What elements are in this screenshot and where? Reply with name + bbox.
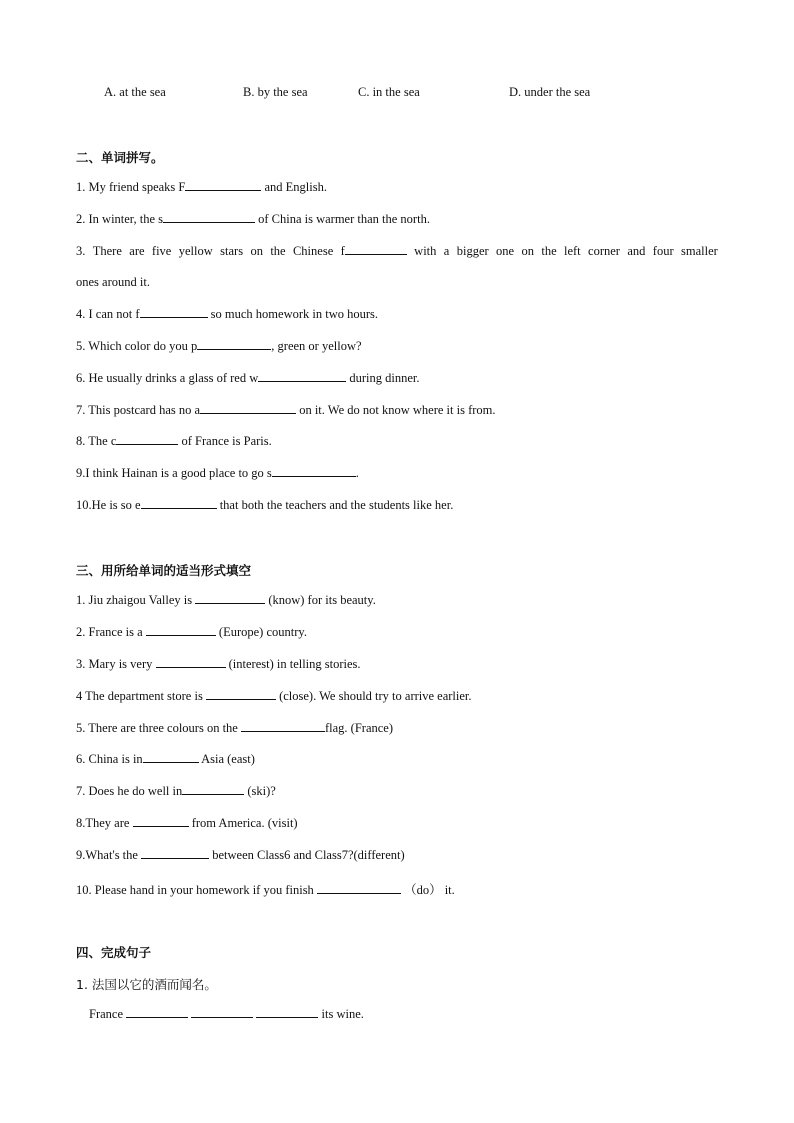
answer-blank[interactable]	[126, 1007, 188, 1018]
s2-question-3: 3. There are five yellow stars on the Chinese f with a bigger one on the left corner and four smaller	[76, 244, 718, 258]
s2-question-5: 5. Which color do you p , green or yellow?	[76, 339, 362, 353]
answer-blank[interactable]	[272, 466, 356, 477]
answer-blank[interactable]	[241, 721, 325, 732]
s2-question-10: 10.He is so e that both the teachers and the students like her.	[76, 498, 454, 512]
option-d: D. under the sea	[509, 85, 591, 99]
answer-blank[interactable]	[146, 625, 216, 636]
s2-question-4: 4. I can not f so much homework in two hours.	[76, 307, 379, 321]
answer-blank[interactable]	[133, 816, 189, 827]
answer-blank[interactable]	[206, 689, 276, 700]
s3-question-4: 4 The department store is (close). We should try to arrive earlier.	[76, 689, 472, 703]
answer-blank[interactable]	[141, 498, 217, 509]
section4-heading: 四、完成句子	[76, 945, 152, 960]
answer-blank[interactable]	[200, 403, 296, 414]
s3-question-1: 1. Jiu zhaigou Valley is (know) for its beauty.	[76, 593, 376, 607]
answer-blank[interactable]	[258, 371, 346, 382]
s2-question-6: 6. He usually drinks a glass of red w during dinner.	[76, 371, 420, 385]
option-a: A. at the sea	[104, 85, 166, 99]
option-b: B. by the sea	[243, 85, 308, 99]
s3-question-10: 10. Please hand in your homework if you finish （do） it.	[76, 883, 455, 897]
answer-blank[interactable]	[156, 657, 226, 668]
s3-question-8: 8.They are from America. (visit)	[76, 816, 298, 830]
answer-blank[interactable]	[140, 307, 208, 318]
answer-blank[interactable]	[197, 339, 271, 350]
s2-question-1: 1. My friend speaks F and English.	[76, 180, 327, 194]
s4-question-1-chinese: 1. 法国以它的酒而闻名。	[76, 977, 217, 992]
answer-blank[interactable]	[116, 434, 178, 445]
answer-blank[interactable]	[195, 593, 265, 604]
s2-question-3-continued: ones around it.	[76, 275, 150, 289]
section3-heading: 三、用所给单词的适当形式填空	[76, 563, 252, 578]
answer-blank[interactable]	[345, 244, 407, 255]
answer-blank[interactable]	[317, 883, 401, 894]
s3-question-7: 7. Does he do well in (ski)?	[76, 784, 276, 798]
s2-question-8: 8. The c of France is Paris.	[76, 434, 272, 448]
s2-question-7: 7. This postcard has no a on it. We do not know where it is from.	[76, 403, 496, 417]
s2-question-9: 9.I think Hainan is a good place to go s .	[76, 466, 359, 480]
answer-blank[interactable]	[256, 1007, 318, 1018]
s3-question-2: 2. France is a (Europe) country.	[76, 625, 307, 639]
option-c: C. in the sea	[358, 85, 420, 99]
section2-heading: 二、单词拼写。	[76, 150, 164, 165]
s2-question-2: 2. In winter, the s of China is warmer than the north.	[76, 212, 430, 226]
s3-question-9: 9.What's the between Class6 and Class7?(different)	[76, 848, 405, 862]
answer-blank[interactable]	[143, 752, 199, 763]
s3-question-6: 6. China is in Asia (east)	[76, 752, 255, 766]
answer-blank[interactable]	[185, 180, 261, 191]
answer-blank[interactable]	[182, 784, 244, 795]
s3-question-5: 5. There are three colours on the flag. (France)	[76, 721, 394, 735]
answer-blank[interactable]	[141, 848, 209, 859]
answer-blank[interactable]	[163, 212, 255, 223]
s3-question-3: 3. Mary is very (interest) in telling stories.	[76, 657, 361, 671]
answer-blank[interactable]	[191, 1007, 253, 1018]
s4-question-1-english: France its wine.	[89, 1007, 364, 1021]
